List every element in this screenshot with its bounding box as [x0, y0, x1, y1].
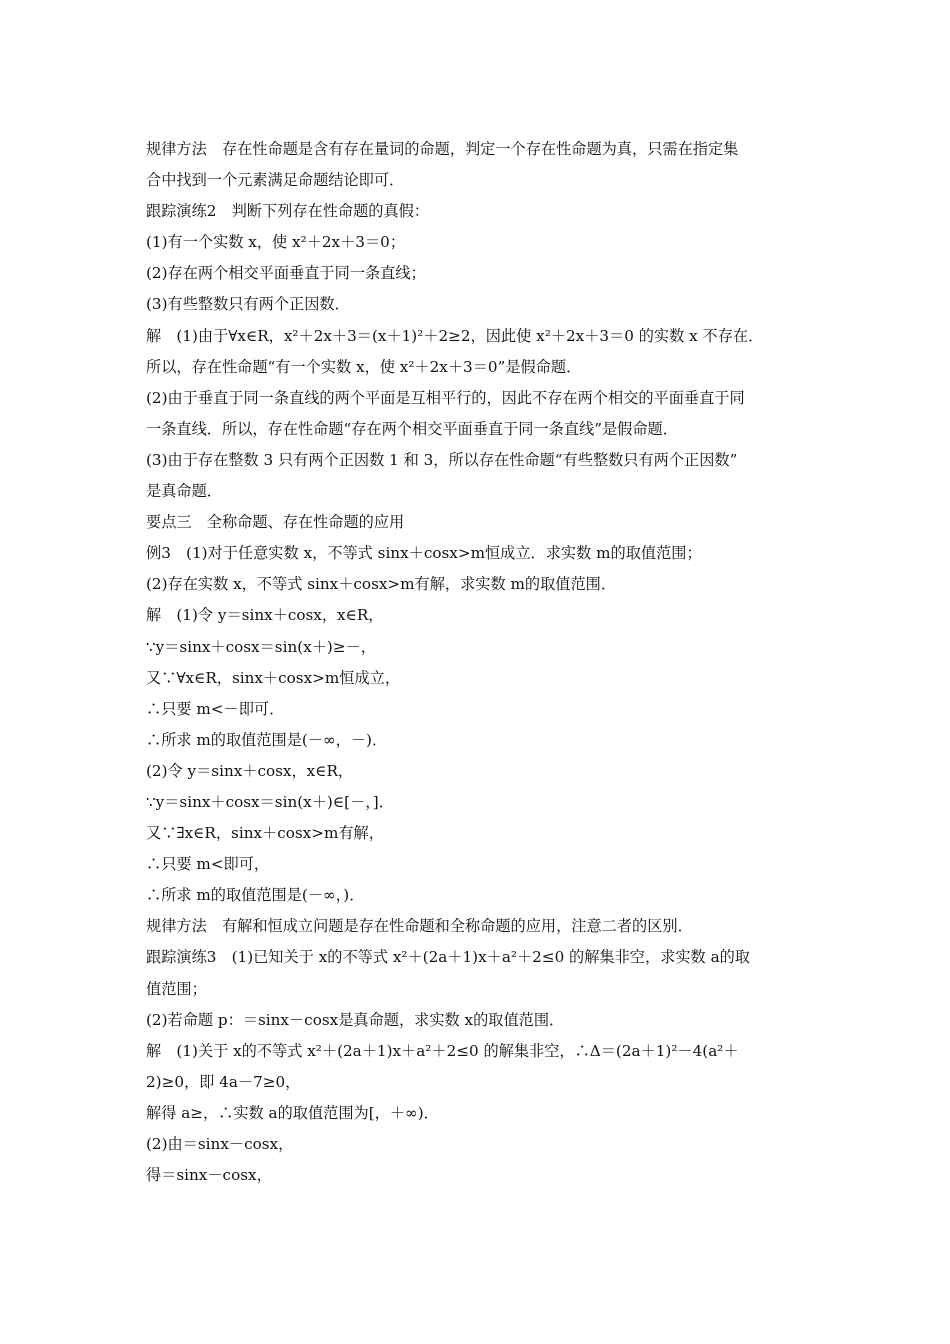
text-line: 所以，存在性命题“有一个实数 x，使 x²＋2x＋3＝0”是假命题． [146, 357, 582, 376]
text-line: 解 (1)关于 x的不等式 x²＋(2a＋1)x＋a²＋2≤0 的解集非空，∴Δ＝(2a＋1)²－4(a²＋ [146, 1041, 739, 1060]
text-line: 跟踪演练3 (1)已知关于 x的不等式 x²＋(2a＋1)x＋a²＋2≤0 的解集非空，求实数 a的取 [146, 948, 750, 967]
text-line: 又∵∃x∈R，sinx＋cosx>m有解， [146, 824, 384, 843]
text-line: 解得 a≥，∴实数 a的取值范围为[，＋∞)． [146, 1103, 439, 1122]
text-line: (2)存在实数 x，不等式 sinx＋cosx>m有解，求实数 m的取值范围． [146, 575, 617, 594]
text-line: (2)若命题 p：＝sinx－cosx是真命题，求实数 x的取值范围． [146, 1010, 565, 1029]
text-line: 是真命题． [146, 482, 222, 501]
text-line: 解 (1)由于∀x∈R，x²＋2x＋3＝(x＋1)²＋2≥2，因此使 x²＋2x＋3＝0 的实数 x 不存在． [146, 326, 764, 345]
text-line: (3)由于存在整数 3 只有两个正因数 1 和 3，所以存在性命题“有些整数只有两个正因数” [146, 450, 738, 469]
text-line: ∵y＝sinx＋cosx＝sin(x＋)∈[－，]． [146, 792, 394, 811]
text-line: (2)由＝sinx－cosx， [146, 1135, 294, 1153]
text-line: ∵y＝sinx＋cosx＝sin(x＋)≥－， [146, 637, 376, 656]
text-line: ∴所求 m的取值范围是(－∞，－)． [146, 730, 388, 749]
text-line: (3)有些整数只有两个正因数． [146, 295, 350, 314]
text-line: 规律方法 存在性命题是含有存在量词的命题，判定一个存在性命题为真，只需在指定集 [146, 140, 739, 158]
text-line: 要点三 全称命题、存在性命题的应用 [146, 513, 405, 532]
text-line: (2)令 y＝sinx＋cosx，x∈R， [146, 761, 354, 780]
text-line: 合中找到一个元素满足命题结论即可． [146, 171, 405, 190]
text-line: (2)由于垂直于同一条直线的两个平面是互相平行的，因此不存在两个相交的平面垂直于同 [146, 388, 745, 407]
text-line: 2)≥0，即 4a－7≥0， [146, 1072, 301, 1091]
text-line: 值范围； [146, 979, 207, 998]
text-line: 得＝sinx－cosx， [146, 1166, 272, 1185]
text-line: 又∵∀x∈R，sinx＋cosx>m恒成立， [146, 668, 401, 687]
text-line: ∴所求 m的取值范围是(－∞，)． [146, 886, 365, 905]
text-line: 一条直线．所以，存在性命题“存在两个相交平面垂直于同一条直线”是假命题． [146, 419, 678, 438]
document-body [146, 134, 812, 1191]
text-line: ∴只要 m<－即可． [146, 699, 285, 718]
text-line: 跟踪演练2 判断下列存在性命题的真假： [146, 202, 430, 221]
text-line: (2)存在两个相交平面垂直于同一条直线； [146, 264, 426, 283]
text-line: 解 (1)令 y＝sinx＋cosx，x∈R， [146, 606, 384, 625]
text-line: (1)有一个实数 x，使 x²＋2x＋3＝0； [146, 233, 406, 252]
text-line: ∴只要 m<即可， [146, 855, 270, 874]
text-line: 规律方法 有解和恒成立问题是存在性命题和全称命题的应用，注意二者的区别． [146, 917, 693, 936]
text-line: 例3 (1)对于任意实数 x，不等式 sinx＋cosx>m恒成立．求实数 m的取值范围； [146, 544, 702, 563]
